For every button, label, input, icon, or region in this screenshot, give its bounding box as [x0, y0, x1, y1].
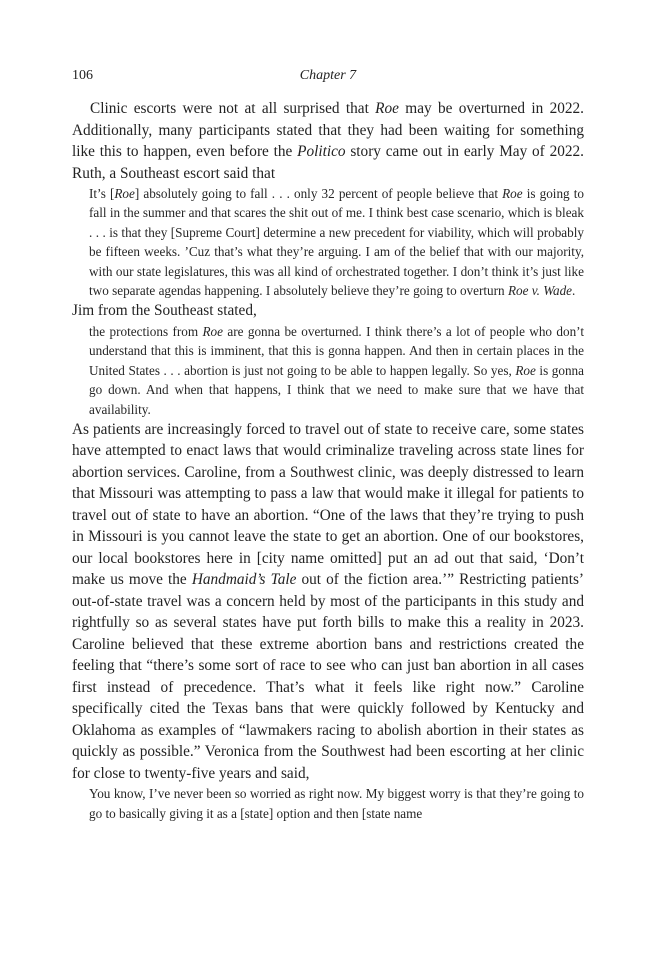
- block-quote-veronica: You know, I’ve never been so worried as right now. My biggest worry is that they’re going to go to basically giving it as a [state] option and then [state name: [89, 786, 584, 821]
- page-number: 106: [72, 68, 93, 83]
- chapter-title: Chapter 7: [299, 68, 357, 83]
- running-header: [72, 68, 584, 88]
- paragraph-2: Jim from the Southeast stated,: [72, 302, 257, 320]
- paragraph-3: As patients are increasingly forced to travel out of state to receive care, some states have attempted to enact laws that would criminalize traveling across state lines for abortion services. Caroline, from a Southwest clinic, was deeply distressed to learn that Missouri was attempting to pass a law that would make it illegal for patients to travel out of state to have an abortion. “One of the laws that they’re trying to push in Missouri is you cannot leave the state to get an abortion. One of our bookstores, our local bookstores here in [city name omitted] put an ad out that said, ‘Don’t make us move the Handmaid’s Tale out of the fiction area.’” Restricting patients’ out-of-state travel was a concern held by most of the participants in this study and rightfully so as several states have put forth bills to make this a reality in 2023. Caroline believed that these extreme abortion bans and restrictions created the feeling that “there’s some sort of race to see who can just ban abortion in all cases first instead of precedence. That’s what it feels like right now.” Caroline specifically cited the Texas bans that were quickly followed by Kentucky and Oklahoma as examples of “lawmakers racing to abolish abortion in their states as quickly as possible.” Veronica from the Southwest had been escorting at her clinic for close to twenty-five years and said,: [72, 420, 584, 782]
- paragraph-1: Clinic escorts were not at all surprised that Roe may be overturned in 2022. Additionally, many participants stated that they had been waiting for something like this to happen, even before the Politico story came out in early May of 2022. Ruth, a Southeast escort said that: [72, 100, 584, 182]
- block-quote-ruth: It’s [Roe] absolutely going to fall . . . only 32 percent of people believe that Roe is going to fall in the summer and that scares the shit out of me. I think best case scenario, which is bleak . . . is that they [Supreme Court] determine a new precedent for viability, which will probably be fifteen weeks. ’Cuz that’s what they’re arguing. I am of the belief that with our majority, with our state legislatures, this was all kind of orchestrated together. I don’t think it’s just like two separate agendas happening. I absolutely believe they’re going to overturn Roe v. Wade.: [89, 186, 584, 299]
- block-quote-jim: the protections from Roe are gonna be overturned. I think there’s a lot of people who don’t understand that this is imminent, that this is gonna happen. And then in certain places in the United States . . . abortion is just not going to be able to happen legally. So yes, Roe is gonna go down. And when that happens, I think that we need to make sure that we have that availability.: [89, 323, 585, 417]
- page-body: [72, 98, 584, 823]
- emphasis-handmaids-tale: Handmaid’s Tale: [191, 571, 297, 589]
- emphasis-politico: Politico: [297, 143, 346, 160]
- emphasis-roe: Roe: [375, 100, 399, 117]
